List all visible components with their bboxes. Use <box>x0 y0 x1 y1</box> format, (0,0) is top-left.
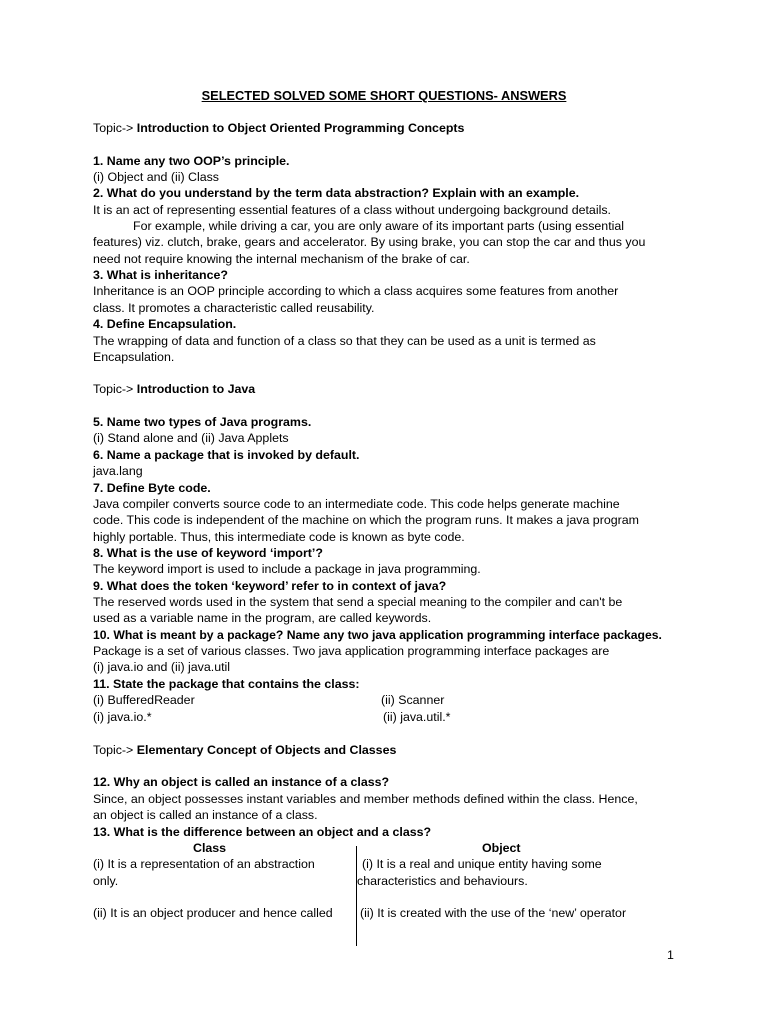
question-2: 2. What do you understand by the term data abstraction? Explain with an example. <box>93 186 580 200</box>
question-1: 1. Name any two OOP’s principle. <box>93 154 290 168</box>
answer-11-package-left: (i) java.io.* <box>93 710 152 724</box>
topic-prefix: Topic-> <box>93 382 134 396</box>
answer-7-line: Java compiler converts source code to an intermediate code. This code helps generate machine <box>93 497 620 511</box>
question-4: 4. Define Encapsulation. <box>93 317 237 331</box>
topic-heading <box>93 742 396 758</box>
object-point-2-line: (ii) It is created with the use of the ‘new’ operator <box>360 906 627 920</box>
answer-11-class-right: (ii) Scanner <box>381 693 445 707</box>
answer-12-line: an object is called an instance of a class. <box>93 808 318 822</box>
topic-title: Introduction to Object Oriented Programming Concepts <box>136 121 465 135</box>
question-6: 6. Name a package that is invoked by default. <box>93 448 360 462</box>
answer-11-class-left: (i) BufferedReader <box>93 693 195 707</box>
class-point-2-line: (ii) It is an object producer and hence called <box>93 906 333 920</box>
answer-2-line: features) viz. clutch, brake, gears and accelerator. By using brake, you can stop the car and thus you <box>93 235 646 249</box>
answer-2-line: It is an act of representing essential features of a class without undergoing background details. <box>93 203 611 217</box>
question-10: 10. What is meant by a package? Name any two java application programming interface packages. <box>93 628 662 642</box>
answer-10-line: (i) java.io and (ii) java.util <box>93 660 231 674</box>
answer-10-line: Package is a set of various classes. Two java application programming interface packages are <box>93 644 610 658</box>
topic-prefix: Topic-> <box>93 743 134 757</box>
topic-heading <box>93 120 464 136</box>
question-8: 8. What is the use of keyword ‘import’? <box>93 546 323 560</box>
class-point-1-line: only. <box>93 874 119 888</box>
answer-3-line: Inheritance is an OOP principle according to which a class acquires some features from another <box>93 284 619 298</box>
document-title: SELECTED SOLVED SOME SHORT QUESTIONS- ANSWERS <box>201 88 567 103</box>
answer-4-line: The wrapping of data and function of a class so that they can be used as a unit is termed as <box>93 334 596 348</box>
topic-title: Introduction to Java <box>136 382 256 396</box>
answer-6: java.lang <box>93 464 143 478</box>
object-point-1-line: characteristics and behaviours. <box>357 874 528 888</box>
answer-2-line: need not require knowing the internal mechanism of the brake of car. <box>93 252 470 266</box>
question-5: 5. Name two types of Java programs. <box>93 415 312 429</box>
answer-7-line: highly portable. Thus, this intermediate code is known as byte code. <box>93 530 465 544</box>
answer-7-line: code. This code is independent of the machine on which the program runs. It makes a java program <box>93 513 639 527</box>
column-header-class: Class <box>193 841 227 855</box>
topic-heading <box>93 381 255 397</box>
page-number: 1 <box>667 948 674 962</box>
topic-prefix: Topic-> <box>93 121 134 135</box>
question-3: 3. What is inheritance? <box>93 268 228 282</box>
answer-8: The keyword import is used to include a package in java programming. <box>93 562 481 576</box>
answer-3-line: class. It promotes a characteristic called reusability. <box>93 301 375 315</box>
answer-9-line: used as a variable name in the program, are called keywords. <box>93 611 432 625</box>
question-12: 12. Why an object is called an instance of a class? <box>93 775 390 789</box>
answer-9-line: The reserved words used in the system that send a special meaning to the compiler and can't be <box>93 595 623 609</box>
column-divider <box>356 846 357 946</box>
answer-2-line: For example, while driving a car, you are only aware of its important parts (using essential <box>133 219 625 233</box>
question-9: 9. What does the token ‘keyword’ refer to in context of java? <box>93 579 447 593</box>
topic-title: Elementary Concept of Objects and Classes <box>136 743 397 757</box>
question-7: 7. Define Byte code. <box>93 481 211 495</box>
answer-1: (i) Object and (ii) Class <box>93 170 219 184</box>
column-header-object: Object <box>482 841 521 855</box>
answer-5: (i) Stand alone and (ii) Java Applets <box>93 431 289 445</box>
question-13: 13. What is the difference between an object and a class? <box>93 825 432 839</box>
object-point-1-line: (i) It is a real and unique entity having some <box>362 857 602 871</box>
answer-4-line: Encapsulation. <box>93 350 175 364</box>
answer-11-package-right: (ii) java.util.* <box>383 710 451 724</box>
question-11: 11. State the package that contains the class: <box>93 677 360 691</box>
answer-12-line: Since, an object possesses instant variables and member methods defined within the class. Hence, <box>93 792 638 806</box>
class-point-1-line: (i) It is a representation of an abstraction <box>93 857 315 871</box>
